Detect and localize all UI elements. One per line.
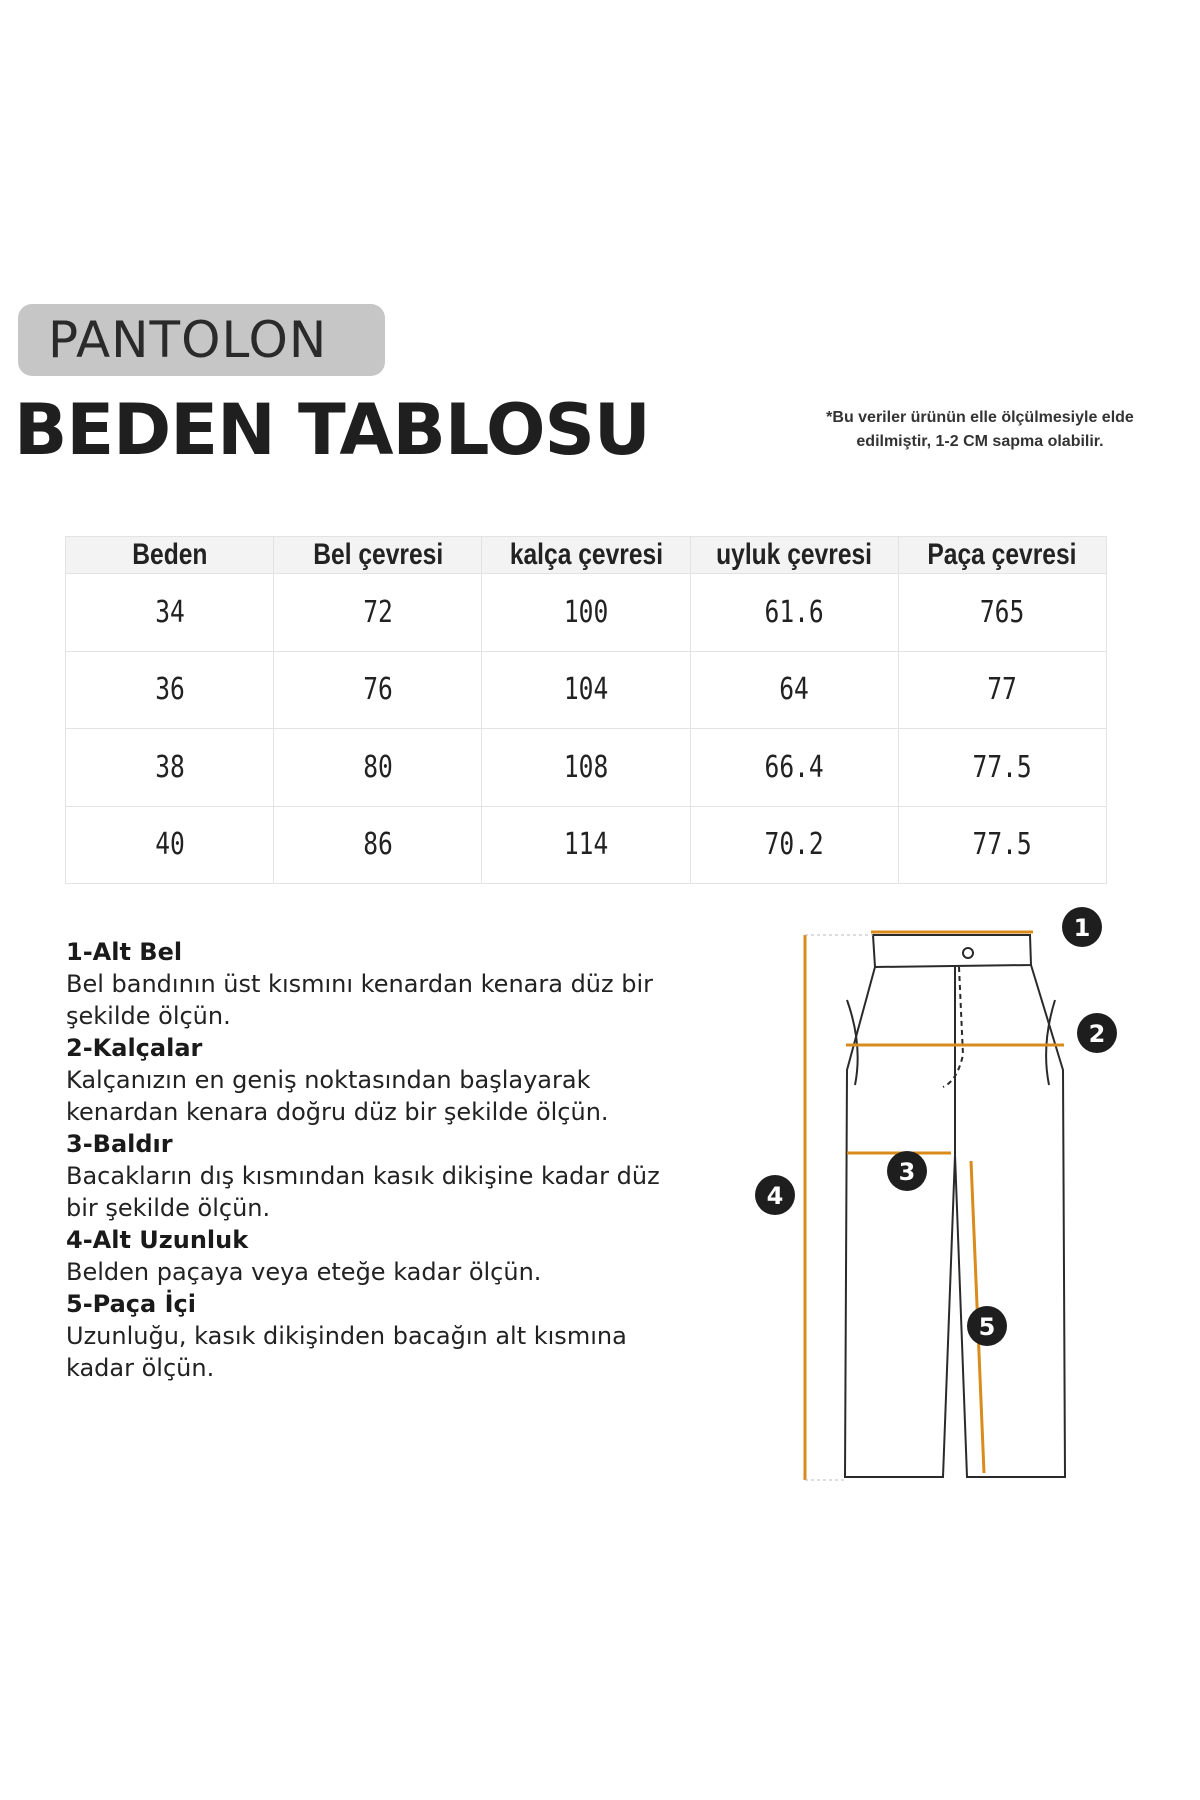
column-header: kalça çevresi — [482, 537, 690, 574]
column-header: Bel çevresi — [274, 537, 482, 574]
size-table — [65, 536, 1107, 884]
guide-heading: 1-Alt Bel — [66, 938, 183, 966]
column-header: Paça çevresi — [898, 537, 1106, 574]
table-cell: 72 — [274, 574, 482, 652]
svg-text:4: 4 — [766, 1182, 784, 1210]
guide-text: Uzunluğu, kasık dikişinden bacağın alt kısmına kadar ölçün. — [66, 1322, 627, 1382]
guide-text: Kalçanızın en geniş noktasından başlayarak kenardan kenara doğru düz bir şekilde ölçün. — [66, 1066, 609, 1126]
table-cell: 114 — [482, 806, 690, 884]
guide-heading: 5-Paça İçi — [66, 1290, 196, 1318]
table-cell: 765 — [898, 574, 1106, 652]
table-cell: 61.6 — [690, 574, 898, 652]
table-cell: 108 — [482, 729, 690, 807]
table-cell: 38 — [66, 729, 274, 807]
table-cell: 77.5 — [898, 806, 1106, 884]
table-cell: 86 — [274, 806, 482, 884]
measurement-note: *Bu veriler ürünün elle ölçülmesiyle elde edilmiştir, 1-2 CM sapma olabilir. — [826, 409, 1134, 450]
page-title: BEDEN TABLOSU — [14, 389, 650, 471]
table-cell: 66.4 — [690, 729, 898, 807]
svg-text:1: 1 — [1073, 914, 1091, 942]
column-header: uyluk çevresi — [690, 537, 898, 574]
table-cell: 40 — [66, 806, 274, 884]
category-label: PANTOLON — [48, 311, 328, 369]
svg-text:2: 2 — [1088, 1020, 1106, 1048]
table-cell: 76 — [274, 651, 482, 729]
table-cell: 104 — [482, 651, 690, 729]
marker-5 — [967, 1306, 1007, 1346]
marker-2 — [1077, 1013, 1117, 1053]
table-row — [66, 574, 1107, 652]
measurement-guide — [66, 936, 686, 1384]
marker-3 — [887, 1151, 927, 1191]
table-cell: 80 — [274, 729, 482, 807]
marker-1 — [1062, 907, 1102, 947]
guide-text: Belden paçaya veya eteğe kadar ölçün. — [66, 1258, 542, 1286]
category-badge — [18, 304, 385, 376]
guide-text: Bel bandının üst kısmını kenardan kenara düz bir şekilde ölçün. — [66, 970, 654, 1030]
guide-heading: 2-Kalçalar — [66, 1034, 203, 1062]
table-cell: 64 — [690, 651, 898, 729]
table-header-row — [66, 537, 1107, 574]
table-row — [66, 729, 1107, 807]
table-cell: 34 — [66, 574, 274, 652]
table-row — [66, 806, 1107, 884]
table-cell: 100 — [482, 574, 690, 652]
svg-text:3: 3 — [898, 1158, 916, 1186]
trousers-icon — [735, 905, 1135, 1495]
guide-heading: 3-Baldır — [66, 1130, 173, 1158]
table-cell: 70.2 — [690, 806, 898, 884]
guide-text: Bacakların dış kısmından kasık dikişine kadar düz bir şekilde ölçün. — [66, 1162, 660, 1222]
column-header: Beden — [66, 537, 274, 574]
table-row — [66, 651, 1107, 729]
svg-text:5: 5 — [978, 1313, 996, 1341]
table-cell: 36 — [66, 651, 274, 729]
guide-heading: 4-Alt Uzunluk — [66, 1226, 249, 1254]
table-cell: 77 — [898, 651, 1106, 729]
marker-4 — [755, 1175, 795, 1215]
table-cell: 77.5 — [898, 729, 1106, 807]
